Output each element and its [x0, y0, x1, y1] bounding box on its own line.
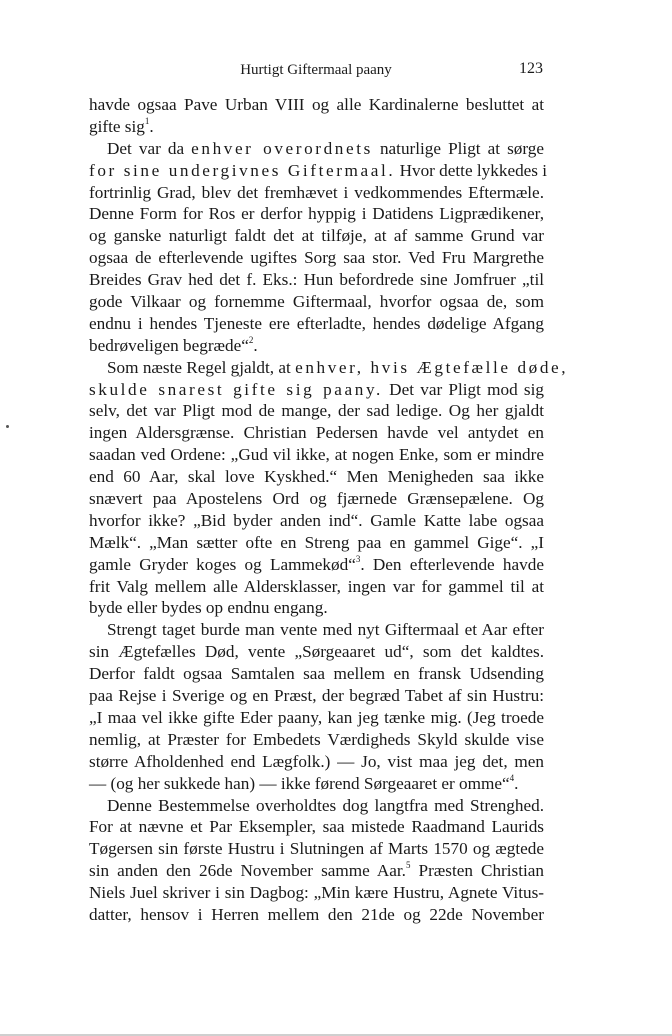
- text-run: fortrinlig Grad, blev det fremhævet i vedkommendes Eftermæle.: [89, 182, 544, 202]
- text-line: [89, 269, 544, 291]
- text-line: [89, 707, 544, 729]
- footnote-marker: 2: [248, 335, 254, 346]
- text-line: [89, 94, 544, 116]
- text-line: [89, 554, 544, 576]
- text-line: [89, 247, 544, 269]
- text-run: frit Valg mellem alle Aldersklasser, ingen var for gammel til at: [89, 576, 544, 596]
- text-run: For at nævne et Par Eksempler, saa mistede Raadmand Laurids: [89, 817, 544, 837]
- text-line: [89, 860, 544, 882]
- text-run: Det var Pligt mod sig: [382, 379, 544, 399]
- footnote-marker: 4: [509, 772, 515, 783]
- spaced-emphasis: for sine undergivnes Giftermaal.: [89, 160, 396, 180]
- text-run: sin Ægtefælles Død, vente „Sørgeaaret ud“, som det kaldtes.: [89, 642, 544, 662]
- text-line: [89, 641, 544, 663]
- text-run: datter, hensov i Herren mellem den 21de og 22de November: [89, 904, 544, 924]
- text-run: .: [514, 773, 519, 793]
- text-run: bedrøveligen begræde“: [89, 335, 249, 355]
- text-line: [89, 904, 544, 926]
- text-run: Det var da: [107, 138, 192, 158]
- text-run: Strengt taget burde man vente med nyt Giftermaal et Aar efter: [107, 620, 544, 640]
- text-run: Breides Grav hed det f. Eks.: Hun befordrede sine Jomfruer „til: [89, 270, 544, 290]
- footnote-marker: 3: [355, 553, 361, 564]
- text-run: og ganske naturligt faldt det at tilføje, at af samme Grund var: [89, 226, 544, 246]
- text-line: [89, 597, 544, 619]
- text-line: [89, 203, 544, 225]
- text-line: [89, 291, 544, 313]
- text-run: Præsten Christian: [410, 861, 545, 881]
- text-line: [89, 182, 544, 204]
- text-line: [89, 532, 544, 554]
- text-line: [89, 488, 544, 510]
- text-line: [89, 466, 544, 488]
- text-run: ogsaa de efterlevende ugiftes Sorg saa stor. Ved Fru Margrethe: [89, 248, 544, 268]
- text-run: nemlig, at Præster for Embedets Værdigheds Skyld skulde vise: [89, 729, 544, 749]
- text-run: hvorfor ikke? „Bid byder anden ind“. Gamle Katte labe ogsaa: [89, 510, 544, 530]
- text-run: saadan ved Ordene: „Gud vil ikke, at nogen Enke, som er mindre: [89, 445, 544, 465]
- body-text: [89, 94, 569, 926]
- text-line: [89, 795, 544, 817]
- text-run: Som næste Regel gjaldt, at: [107, 357, 296, 377]
- footnote-marker: 1: [144, 116, 150, 127]
- text-line: [89, 838, 544, 860]
- text-line: [89, 357, 569, 379]
- text-run: paa Rejse i Sverige og en Præst, der begræd Tabet af sin Hustru:: [89, 686, 544, 706]
- text-run: gifte sig: [89, 116, 145, 136]
- text-line: [89, 116, 544, 138]
- text-run: ingen Aldersgrænse. Christian Pedersen havde vel antydet en: [89, 423, 544, 443]
- text-line: [89, 576, 544, 598]
- text-line: [89, 160, 548, 182]
- text-run: Denne Form for Ros er derfor hyppig i Datidens Ligprædikener,: [89, 204, 544, 224]
- text-line: [89, 619, 544, 641]
- text-line: [89, 773, 544, 795]
- text-line: [89, 138, 544, 160]
- spaced-emphasis: enhver, hvis Ægtefælle døde,: [295, 357, 569, 377]
- text-run: — (og her sukkede han) — ikke førend Sørgeaaret er omme“: [89, 773, 510, 793]
- text-line: [89, 729, 544, 751]
- running-title: Hurtigt Giftermaal paany: [240, 62, 392, 78]
- text-line: [89, 379, 544, 401]
- text-line: [89, 510, 544, 532]
- text-run: større Afholdenhed end Lægfolk.) — Jo, vist maa jeg det, men: [89, 751, 544, 771]
- footnote-marker: 5: [405, 860, 411, 871]
- text-run: .: [149, 116, 154, 136]
- text-run: endnu i hendes Tjeneste ere efterladte, hendes dødelige Afgang: [89, 313, 544, 333]
- text-run: Denne Bestemmelse overholdtes dog langtfra med Strenghed.: [107, 795, 544, 815]
- spaced-emphasis: enhver overordnets: [191, 138, 373, 158]
- text-run: snævert paa Apostelens Ord og fjærnede Grænsepælene. Og: [89, 489, 544, 509]
- text-line: [89, 663, 544, 685]
- text-line: [89, 882, 544, 904]
- text-run: „I maa vel ikke gifte Eder paany, kan jeg tænke mig. (Jeg troede: [89, 707, 544, 727]
- text-run: . Den efterlevende havde: [360, 554, 544, 574]
- text-line: [89, 444, 544, 466]
- text-line: [89, 400, 544, 422]
- text-run: .: [253, 335, 258, 355]
- text-run: selv, det var Pligt mod de mange, der sad ledige. Og her gjaldt: [89, 401, 544, 421]
- margin-dot: [6, 425, 9, 428]
- text-line: [89, 313, 544, 335]
- text-run: Derfor faldt ogsaa Samtalen saa mellem en fransk Udsending: [89, 664, 544, 684]
- page-header: [89, 60, 543, 84]
- text-run: naturlige Pligt at sørge: [372, 138, 544, 158]
- text-run: byde eller bydes op endnu engang.: [89, 598, 328, 618]
- text-run: gamle Gryder koges og Lammekød“: [89, 554, 356, 574]
- text-run: Niels Juel skriver i sin Dagbog: „Min kære Hustru, Agnete Vitus-: [89, 883, 544, 903]
- text-run: end 60 Aar, skal love Kyskhed.“ Men Menigheden saa ikke: [89, 467, 544, 487]
- text-line: [89, 225, 544, 247]
- page-number: 123: [519, 60, 543, 77]
- text-line: [89, 335, 544, 357]
- text-line: [89, 685, 544, 707]
- text-line: [89, 422, 544, 444]
- text-run: sin anden den 26de November samme Aar.: [89, 861, 406, 881]
- text-run: Hvor dette lykkedes i: [395, 160, 548, 180]
- text-line: [89, 816, 544, 838]
- text-run: havde ogsaa Pave Urban VIII og alle Kardinalerne besluttet at: [89, 95, 544, 114]
- text-run: Tøgersen sin første Hustru i Slutningen af Marts 1570 og ægtede: [89, 839, 544, 859]
- text-run: gode Vilkaar og fornemme Giftermaal, hvorfor ogsaa de, som: [89, 292, 544, 312]
- spaced-emphasis: skulde snarest gifte sig paany.: [89, 379, 383, 399]
- text-run: Mælk“. „Man sætter ofte en Streng paa en gammel Gige“. „I: [89, 532, 544, 552]
- text-line: [89, 751, 544, 773]
